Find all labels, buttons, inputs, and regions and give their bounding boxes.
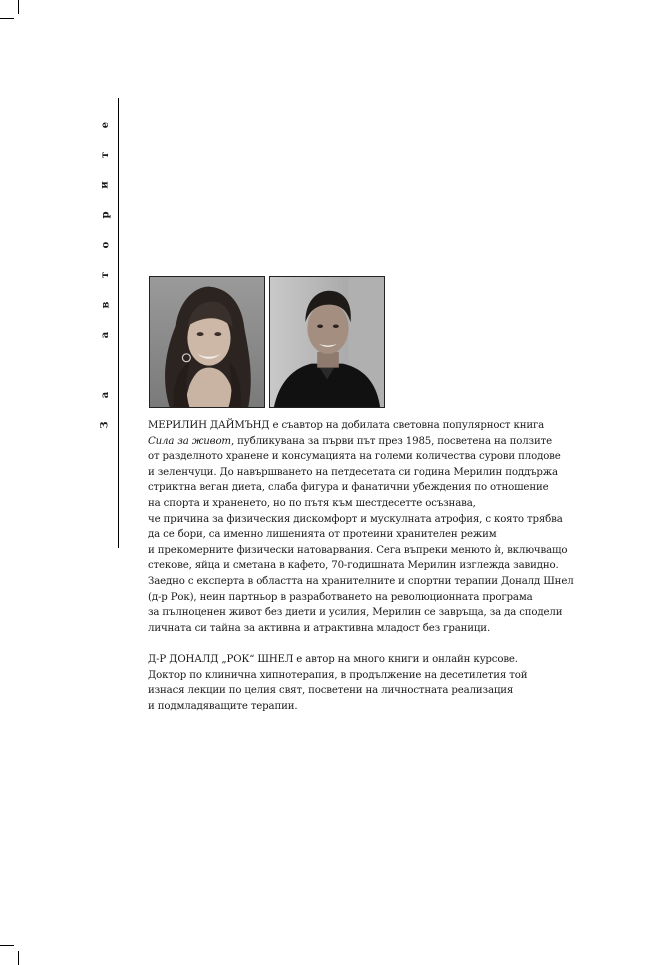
text-line: от разделното хранене и консумацията на големи количества сурови плодове	[148, 451, 561, 463]
crop-mark-top-left-v	[18, 0, 19, 14]
side-title-letter: а	[99, 391, 111, 399]
bio-marilyn	[148, 418, 618, 636]
side-title-letter	[101, 363, 111, 366]
author-bios	[148, 418, 618, 714]
text-line: и подмладяващите терапии.	[148, 700, 298, 712]
crop-mark-top-left-h	[0, 18, 14, 19]
side-rule	[118, 98, 119, 548]
author-photo-marilyn	[149, 276, 265, 408]
paragraph-gap	[148, 636, 618, 652]
text-line: и прекомерните физически натоварвания. Сега въпреки менюто ѝ, включващо	[148, 544, 568, 556]
text-line: Заедно с експерта в областта на хранителните и спортни терапии Доналд Шнел	[148, 575, 574, 587]
crop-mark-bottom-left-v	[18, 951, 19, 965]
side-title-letter: е	[100, 121, 111, 129]
text-line: на спорта и храненето, но по пътя към шестдесетте осъзнава,	[148, 497, 476, 509]
text-line: МЕРИЛИН ДАЙМЪНД е съавтор на добилата световна популярност книга	[148, 420, 545, 431]
text-line: стекове, яйца и сметана в кафето, 70-годишната Мерилин изглежда завидно.	[148, 560, 559, 572]
side-title-letter: а	[99, 331, 111, 339]
side-title-letter: р	[100, 211, 111, 219]
side-title-letter: и	[99, 181, 111, 189]
text-line: личната си тайна за активна и атрактивна младост без граници.	[148, 622, 491, 634]
text-fragment: , публикувана за първи път през 1985, посветена на ползите	[230, 435, 552, 447]
side-title-letter: о	[99, 241, 111, 249]
text-line: изнася лекции по целия свят, посветени на личностната реализация	[148, 685, 514, 697]
crop-mark-bottom-left-h	[0, 945, 14, 946]
text-line: стриктна веган диета, слаба фигура и фанатични убеждения по отношение	[148, 482, 549, 494]
text-line	[148, 434, 618, 450]
text-line: че причина за физическия дискомфорт и мускулната атрофия, с която трябва	[148, 513, 563, 525]
portrait-woman-image	[150, 277, 264, 407]
text-line: да се бори, са именно лишенията от протеини хранителен режим	[148, 529, 497, 541]
side-title-letter: в	[99, 301, 111, 309]
side-title-letter: т	[99, 271, 111, 279]
bio-donald	[148, 652, 618, 714]
text-line: Доктор по клинична хипнотерапия, в продължение на десетилетия той	[148, 669, 528, 681]
book-title: Сила за живот	[148, 435, 231, 447]
side-title-letter: т	[99, 151, 111, 159]
text-line: и зеленчуци. До навършването на петдесетата си година Мерилин поддържа	[148, 466, 558, 478]
text-line: за пълноценен живот без диети и усилия, Мерилин се завръща, за да сподели	[148, 607, 563, 619]
portrait-man-image	[270, 277, 384, 407]
author-photo-donald	[269, 276, 385, 408]
side-running-title	[98, 120, 114, 430]
side-title-letter: З	[100, 421, 111, 429]
text-line: Д-Р ДОНАЛД „РОК“ ШНЕЛ е автор на много книги и онлайн курсове.	[148, 653, 518, 665]
text-line: (д-р Рок), неин партньор в разработването на революционната програма	[148, 591, 533, 603]
